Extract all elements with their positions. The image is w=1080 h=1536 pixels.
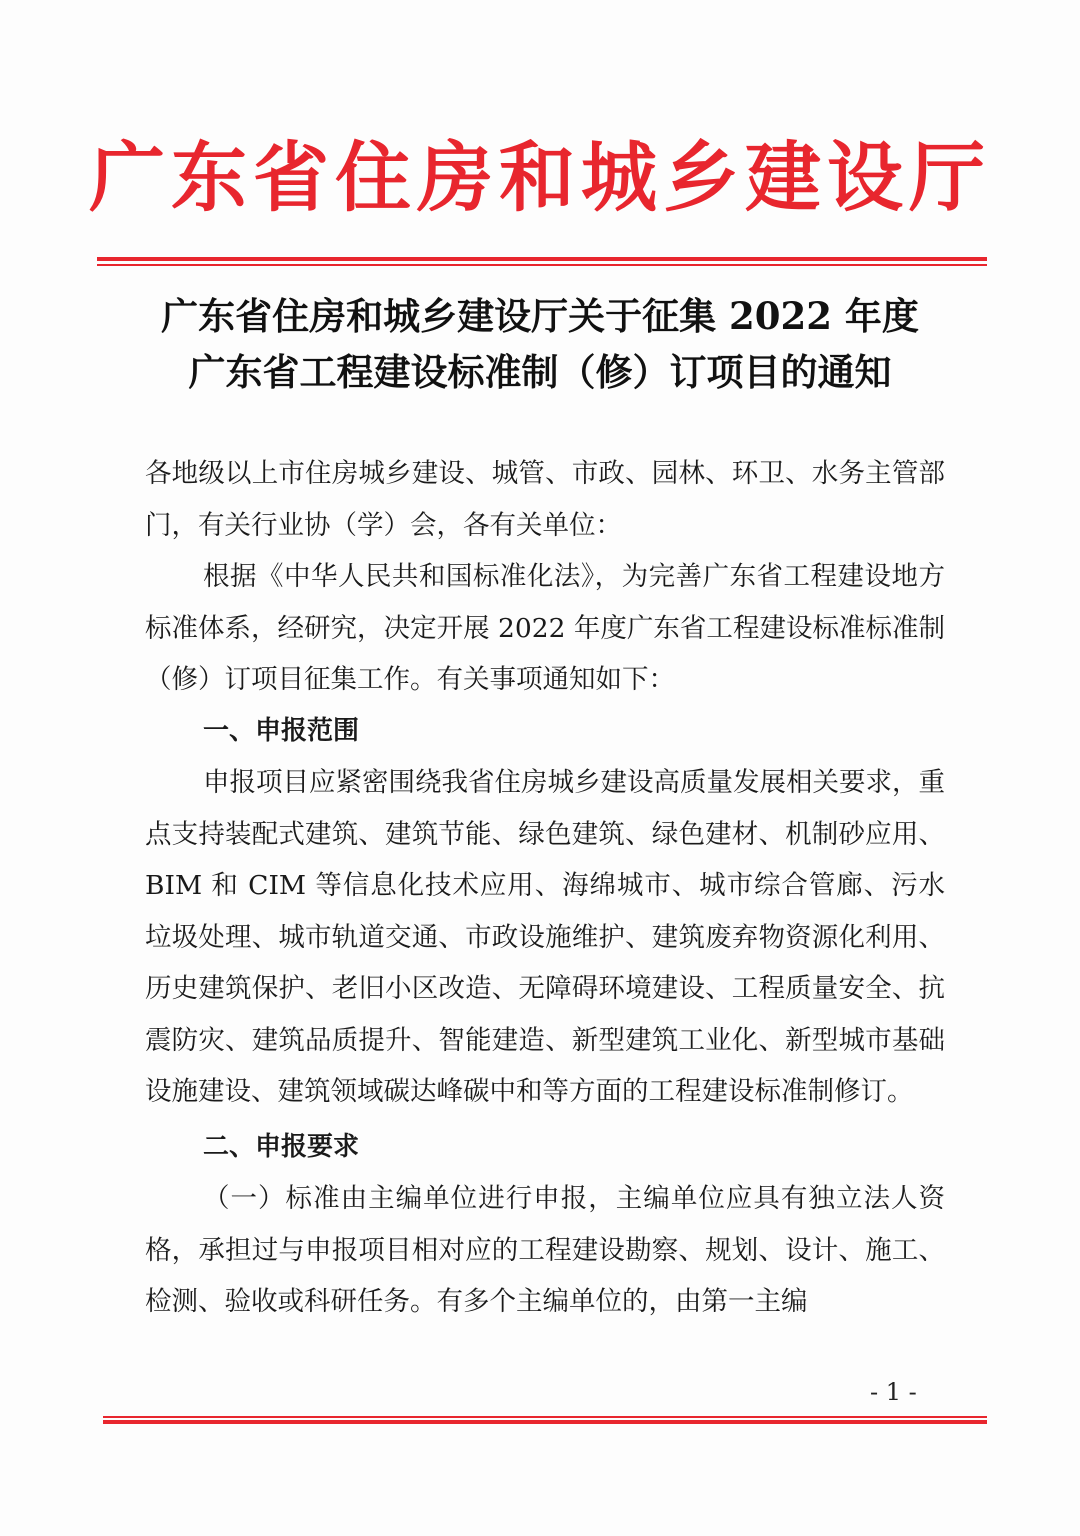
letterhead-organization: 广东省住房和城乡建设厅: [89, 133, 991, 222]
section-1-paragraph: 申报项目应紧密围绕我省住房城乡建设高质量发展相关要求，重点支持装配式建筑、建筑节能、绿色建筑、绿色建材、机制砂应用、BIM 和 CIM 等信息化技术应用、海绵城市、城市综合管廊、污水垃圾处理、城市轨道交通、市政设施维护、建筑废弃物资源化利用、历史建筑保护、老旧小区改造、无障碍环境建设、工程质量安全、抗震防灾、建筑品质提升、智能建造、新型建筑工业化、新型城市基础设施建设、建筑领域碳达峰碳中和等方面的工程建设标准制修订。: [145, 767, 945, 1107]
section-1-heading: 一、申报范围: [203, 715, 360, 746]
page-number: - 1 -: [870, 1378, 917, 1406]
footer-red-rule: [103, 1416, 987, 1418]
salutation: 各地级以上市住房城乡建设、城管、市政、园林、环卫、水务主管部门，有关行业协（学）会，各有关单位：: [145, 458, 945, 541]
document-title-line-1: 广东省住房和城乡建设厅关于征集 2022 年度: [161, 294, 919, 338]
letterhead-red-rule: [97, 257, 987, 261]
section-2-heading: 二、申报要求: [203, 1131, 360, 1162]
document-body: [145, 448, 945, 1328]
document-title: [100, 288, 980, 400]
section-2-item-1: （一）标准由主编单位进行申报，主编单位应具有独立法人资格，承担过与申报项目相对应的工程建设勘察、规划、设计、施工、检测、验收或科研任务。有多个主编单位的，由第一主编: [145, 1183, 945, 1317]
intro-paragraph: 根据《中华人民共和国标准化法》，为完善广东省工程建设地方标准体系，经研究，决定开展 2022 年度广东省工程建设标准标准制（修）订项目征集工作。有关事项通知如下：: [145, 561, 945, 695]
document-title-line-2: 广东省工程建设标准制（修）订项目的通知: [188, 350, 892, 394]
